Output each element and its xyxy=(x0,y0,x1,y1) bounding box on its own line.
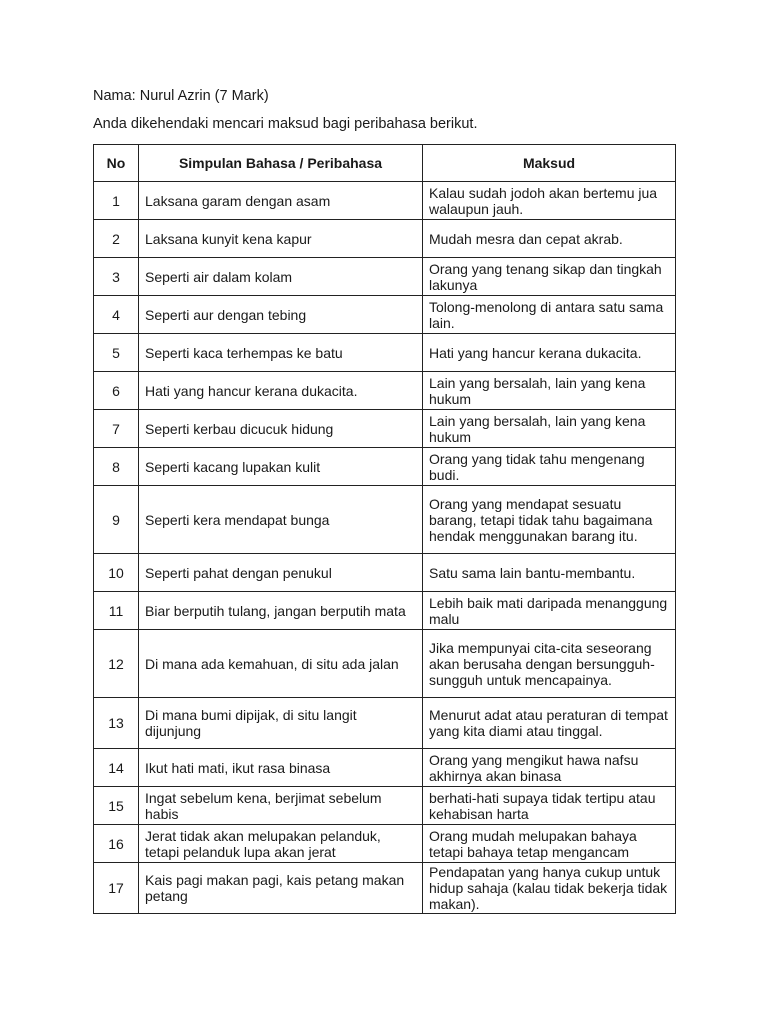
maksud-cell: Lain yang bersalah, lain yang kena hukum xyxy=(423,372,676,410)
peribahasa-cell: Jerat tidak akan melupakan pelanduk, tetapi pelanduk lupa akan jerat xyxy=(139,825,423,863)
peribahasa-cell: Hati yang hancur kerana dukacita. xyxy=(139,372,423,410)
peribahasa-cell: Ingat sebelum kena, berjimat sebelum habis xyxy=(139,787,423,825)
peribahasa-cell: Laksana garam dengan asam xyxy=(139,182,423,220)
maksud-cell: Menurut adat atau peraturan di tempat yang kita diami atau tinggal. xyxy=(423,698,676,749)
row-number: 16 xyxy=(94,825,139,863)
row-number: 13 xyxy=(94,698,139,749)
row-number: 15 xyxy=(94,787,139,825)
row-number: 11 xyxy=(94,592,139,630)
peribahasa-cell: Seperti kerbau dicucuk hidung xyxy=(139,410,423,448)
row-number: 17 xyxy=(94,863,139,914)
row-number: 1 xyxy=(94,182,139,220)
table-row xyxy=(94,220,676,258)
maksud-cell: Orang yang mengikut hawa nafsu akhirnya akan binasa xyxy=(423,749,676,787)
peribahasa-cell: Seperti kera mendapat bunga xyxy=(139,486,423,554)
table-row xyxy=(94,296,676,334)
table-row xyxy=(94,698,676,749)
row-number: 8 xyxy=(94,448,139,486)
column-header-no: No xyxy=(94,145,139,182)
peribahasa-cell: Seperti pahat dengan penukul xyxy=(139,554,423,592)
table-row xyxy=(94,554,676,592)
maksud-cell: berhati-hati supaya tidak tertipu atau kehabisan harta xyxy=(423,787,676,825)
row-number: 9 xyxy=(94,486,139,554)
table-row xyxy=(94,592,676,630)
row-number: 2 xyxy=(94,220,139,258)
row-number: 5 xyxy=(94,334,139,372)
maksud-cell: Lain yang bersalah, lain yang kena hukum xyxy=(423,410,676,448)
peribahasa-table xyxy=(93,144,676,914)
maksud-cell: Hati yang hancur kerana dukacita. xyxy=(423,334,676,372)
row-number: 3 xyxy=(94,258,139,296)
row-number: 6 xyxy=(94,372,139,410)
table-row xyxy=(94,372,676,410)
peribahasa-cell: Seperti kaca terhempas ke batu xyxy=(139,334,423,372)
peribahasa-cell: Seperti aur dengan tebing xyxy=(139,296,423,334)
maksud-cell: Lebih baik mati daripada menanggung malu xyxy=(423,592,676,630)
table-row xyxy=(94,863,676,914)
row-number: 4 xyxy=(94,296,139,334)
table-row xyxy=(94,630,676,698)
table-row xyxy=(94,410,676,448)
peribahasa-cell: Biar berputih tulang, jangan berputih mata xyxy=(139,592,423,630)
table-row xyxy=(94,258,676,296)
table-row xyxy=(94,182,676,220)
row-number: 7 xyxy=(94,410,139,448)
peribahasa-cell: Kais pagi makan pagi, kais petang makan petang xyxy=(139,863,423,914)
name-line: Nama: Nurul Azrin (7 Mark) xyxy=(93,88,269,104)
peribahasa-cell: Ikut hati mati, ikut rasa binasa xyxy=(139,749,423,787)
table-row xyxy=(94,448,676,486)
table-header-row xyxy=(94,145,676,182)
maksud-cell: Orang yang tenang sikap dan tingkah lakunya xyxy=(423,258,676,296)
column-header-maksud: Maksud xyxy=(423,145,676,182)
maksud-cell: Orang mudah melupakan bahaya tetapi bahaya tetap mengancam xyxy=(423,825,676,863)
maksud-cell: Orang yang mendapat sesuatu barang, tetapi tidak tahu bagaimana hendak menggunakan barang itu. xyxy=(423,486,676,554)
table-row xyxy=(94,334,676,372)
maksud-cell: Mudah mesra dan cepat akrab. xyxy=(423,220,676,258)
peribahasa-cell: Seperti air dalam kolam xyxy=(139,258,423,296)
maksud-cell: Kalau sudah jodoh akan bertemu jua walaupun jauh. xyxy=(423,182,676,220)
peribahasa-cell: Seperti kacang lupakan kulit xyxy=(139,448,423,486)
row-number: 12 xyxy=(94,630,139,698)
table-row xyxy=(94,825,676,863)
maksud-cell: Orang yang tidak tahu mengenang budi. xyxy=(423,448,676,486)
maksud-cell: Tolong-menolong di antara satu sama lain. xyxy=(423,296,676,334)
table-row xyxy=(94,486,676,554)
table-row xyxy=(94,749,676,787)
row-number: 10 xyxy=(94,554,139,592)
peribahasa-cell: Laksana kunyit kena kapur xyxy=(139,220,423,258)
maksud-cell: Satu sama lain bantu-membantu. xyxy=(423,554,676,592)
peribahasa-cell: Di mana bumi dipijak, di situ langit dijunjung xyxy=(139,698,423,749)
row-number: 14 xyxy=(94,749,139,787)
maksud-cell: Pendapatan yang hanya cukup untuk hidup sahaja (kalau tidak bekerja tidak makan). xyxy=(423,863,676,914)
table-row xyxy=(94,787,676,825)
instruction-text: Anda dikehendaki mencari maksud bagi peribahasa berikut. xyxy=(93,116,478,132)
table-body xyxy=(94,182,676,914)
maksud-cell: Jika mempunyai cita-cita seseorang akan berusaha dengan bersungguh-sungguh untuk mencapainya. xyxy=(423,630,676,698)
column-header-peribahasa: Simpulan Bahasa / Peribahasa xyxy=(139,145,423,182)
peribahasa-cell: Di mana ada kemahuan, di situ ada jalan xyxy=(139,630,423,698)
